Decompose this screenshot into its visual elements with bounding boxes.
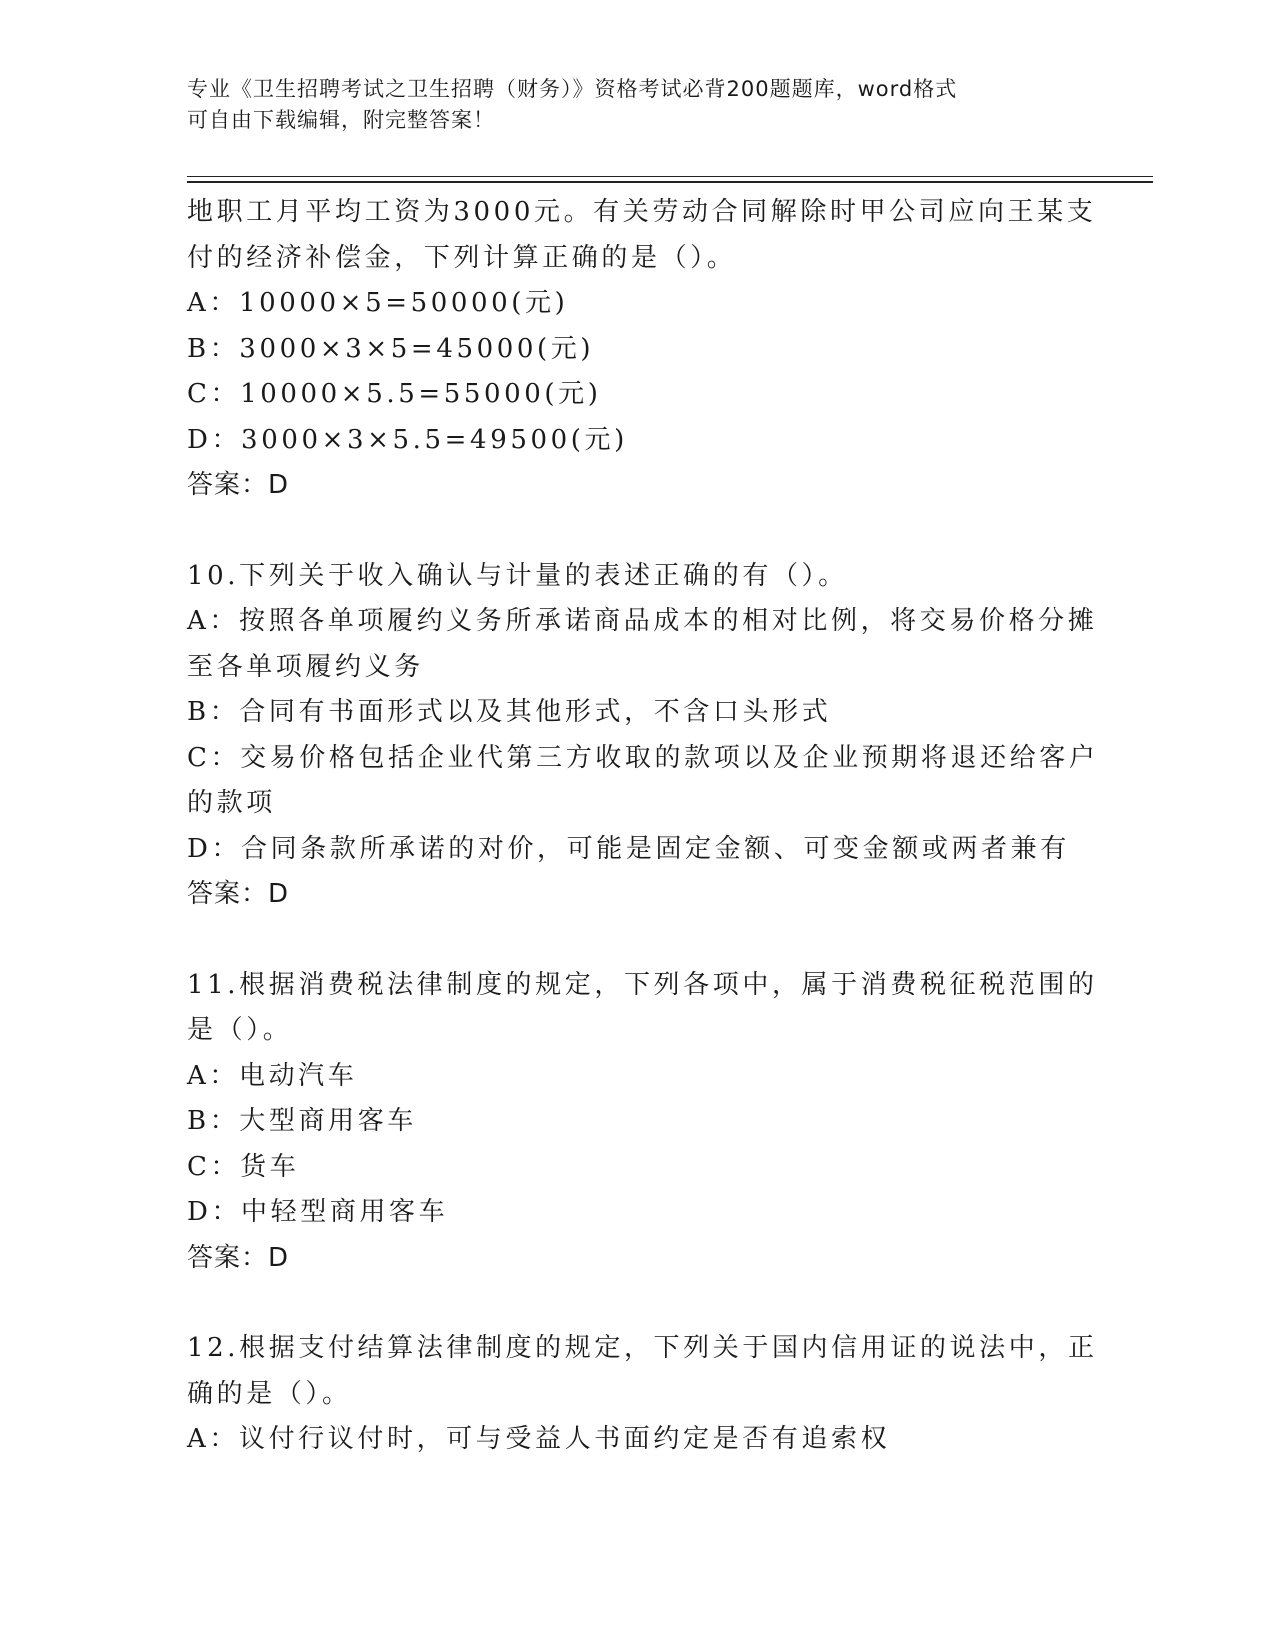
option-d: D：中轻型商用客车 xyxy=(187,1197,449,1227)
option-a: A：电动汽车 xyxy=(187,1060,358,1091)
question-stem: 11.根据消费税法律制度的规定，下列各项中，属于消费税征税范围的 xyxy=(187,969,1098,1000)
header-title-line-2: 可自由下载编辑，附完整答案！ xyxy=(187,108,495,132)
question-10 xyxy=(187,554,1099,918)
option-b: B：3000×3×5=45000(元) xyxy=(187,333,595,364)
option-a: A：议付行议付时，可与受益人书面约定是否有追索权 xyxy=(187,1424,891,1454)
question-stem: 地职工月平均工资为3000元。有关劳动合同解除时甲公司应向王某支 xyxy=(187,197,1097,227)
answer-line: 答案：D xyxy=(187,1242,290,1273)
question-stem: 12.根据支付结算法律制度的规定，下列关于国内信用证的说法中，正 xyxy=(187,1333,1098,1363)
question-stem: 付的经济补偿金，下列计算正确的是（）。 xyxy=(187,242,737,273)
question-11 xyxy=(187,963,1098,1282)
option-c-continued: 的款项 xyxy=(187,788,276,818)
question-gap xyxy=(187,918,1087,963)
option-b: B：合同有书面形式以及其他形式，不含口头形式 xyxy=(187,697,832,727)
question-12 xyxy=(187,1326,1098,1463)
answer-line: 答案：D xyxy=(187,470,290,500)
option-b: B：大型商用客车 xyxy=(187,1106,417,1136)
answer-line: 答案：D xyxy=(187,879,290,909)
option-d: D：合同条款所承诺的对价，可能是固定金额、可变金额或两者兼有 xyxy=(187,833,1070,864)
option-d: D：3000×3×5.5=49500(元) xyxy=(187,424,628,455)
header-title-line-1: 专业《卫生招聘考试之卫生招聘（财务）》资格考试必背200题题库，word格式 xyxy=(187,77,958,101)
question-stem: 是（）。 xyxy=(187,1015,293,1045)
question-gap xyxy=(187,1281,1087,1326)
question-stem: 确的是（）。 xyxy=(187,1378,352,1409)
question-gap xyxy=(187,509,1087,554)
question-stem: 10.下列关于收入确认与计量的表述正确的有（）。 xyxy=(187,560,848,591)
header-divider-thick xyxy=(187,181,1153,183)
option-a-continued: 至各单项履约义务 xyxy=(187,651,424,682)
question-list xyxy=(187,190,1099,1463)
question-9 xyxy=(187,190,1097,509)
document-header xyxy=(187,74,1087,136)
header-divider-thin xyxy=(187,176,1153,177)
option-c: C：10000×5.5=55000(元) xyxy=(187,379,602,409)
option-c: C：交易价格包括企业代第三方收取的款项以及企业预期将退还给客户 xyxy=(187,742,1099,773)
option-a: A：按照各单项履约义务所承诺商品成本的相对比例，将交易价格分摊 xyxy=(187,606,1098,636)
option-a: A：10000×5=50000(元) xyxy=(187,288,569,318)
option-c: C：货车 xyxy=(187,1151,300,1182)
